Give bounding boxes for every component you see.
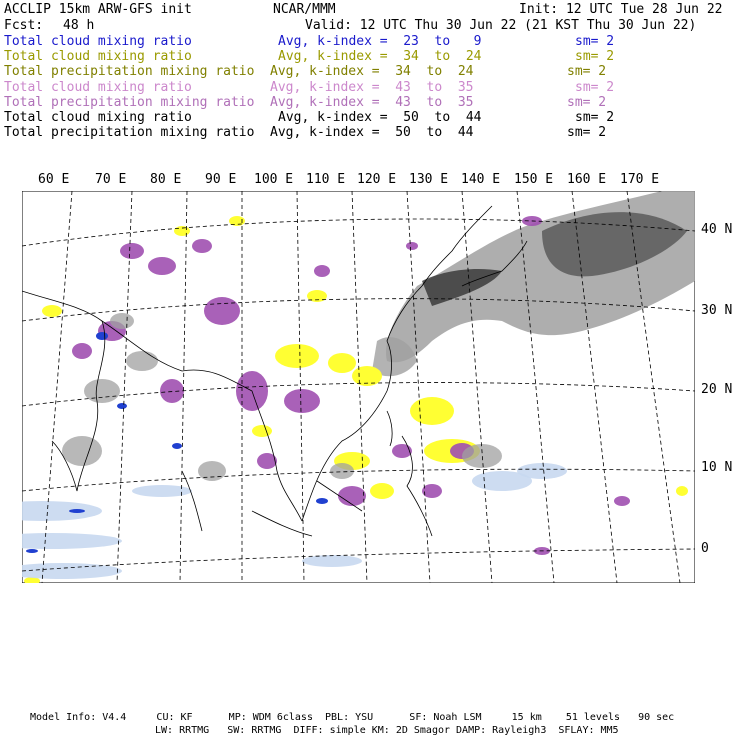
- gray-patch: [198, 461, 226, 481]
- field-name: Total precipitation mixing ratio: [4, 64, 255, 79]
- field-smoothing: sm= 2: [575, 49, 615, 64]
- field-k-index: Avg, k-index = 34 to 24: [278, 49, 482, 64]
- purple-patch: [422, 484, 442, 498]
- blue-streak: [117, 403, 127, 409]
- init-time: Init: 12 UTC Tue 28 Jun 22: [519, 2, 723, 17]
- purple-patch: [406, 242, 418, 250]
- purple-patch: [338, 486, 366, 506]
- gray-patch: [62, 436, 102, 466]
- field-smoothing: sm= 2: [575, 110, 615, 125]
- weather-map: [22, 191, 695, 583]
- model-info-line1: Model Info: V4.4 CU: KF MP: WDM 6class PBL: YSU SF: Noah LSM 15 km 51 levels 90 sec: [30, 712, 675, 723]
- field-smoothing: sm= 2: [575, 80, 615, 95]
- field-name: Total cloud mixing ratio: [4, 80, 192, 95]
- purple-patch: [614, 496, 630, 506]
- longitude-label: 60 E: [38, 172, 70, 187]
- yellow-patch: [42, 305, 62, 317]
- longitude-label: 150 E: [514, 172, 554, 187]
- longitude-label: 130 E: [409, 172, 449, 187]
- purple-patch: [392, 444, 412, 458]
- field-smoothing: sm= 2: [567, 95, 607, 110]
- forecast-hours: 48 h: [63, 18, 95, 33]
- purple-patch: [72, 343, 92, 359]
- latitude-label: 40 N: [701, 222, 733, 237]
- gray-patch: [126, 351, 158, 371]
- longitude-label: 120 E: [357, 172, 397, 187]
- yellow-patch: [174, 226, 190, 236]
- field-k-index: Avg, k-index = 43 to 35: [270, 95, 474, 110]
- forecast-label: Fcst:: [4, 18, 44, 33]
- longitude-label: 160 E: [567, 172, 607, 187]
- longitude-label: 70 E: [95, 172, 127, 187]
- field-k-index: Avg, k-index = 50 to 44: [270, 125, 474, 140]
- purple-patch: [314, 265, 330, 277]
- field-name: Total cloud mixing ratio: [4, 49, 192, 64]
- yellow-patch: [370, 483, 394, 499]
- yellow-patch: [676, 486, 688, 496]
- organization: NCAR/MMM: [273, 2, 336, 17]
- field-smoothing: sm= 2: [575, 34, 615, 49]
- gray-patch: [84, 379, 120, 403]
- light-blue-streak: [517, 463, 567, 479]
- valid-time: Valid: 12 UTC Thu 30 Jun 22 (21 KST Thu 30 Jun 22): [305, 18, 697, 33]
- model-title: ACCLIP 15km ARW-GFS init: [4, 2, 192, 17]
- yellow-patch: [275, 344, 319, 368]
- longitude-label: 140 E: [461, 172, 501, 187]
- field-name: Total precipitation mixing ratio: [4, 125, 255, 140]
- gray-patch: [330, 463, 354, 479]
- light-blue-streak: [132, 485, 192, 497]
- yellow-patch: [252, 425, 272, 437]
- latitude-label: 0: [701, 541, 709, 556]
- blue-streak: [316, 498, 328, 504]
- latitude-label: 30 N: [701, 303, 733, 318]
- purple-patch: [284, 389, 320, 413]
- model-info-line2: LW: RRTMG SW: RRTMG DIFF: simple KM: 2D Smagor DAMP: Rayleigh3 SFLAY: MM5: [155, 725, 619, 736]
- field-k-index: Avg, k-index = 23 to 9: [278, 34, 482, 49]
- yellow-patch: [328, 353, 356, 373]
- purple-patch: [160, 379, 184, 403]
- longitude-label: 170 E: [620, 172, 660, 187]
- purple-patch: [120, 243, 144, 259]
- field-smoothing: sm= 2: [567, 125, 607, 140]
- field-k-index: Avg, k-index = 50 to 44: [278, 110, 482, 125]
- longitude-label: 80 E: [150, 172, 182, 187]
- longitude-label: 110 E: [306, 172, 346, 187]
- latitude-label: 10 N: [701, 460, 733, 475]
- blue-streak: [26, 549, 38, 553]
- yellow-patch: [410, 397, 454, 425]
- blue-streak: [172, 443, 182, 449]
- blue-streak: [96, 332, 108, 340]
- field-name: Total cloud mixing ratio: [4, 110, 192, 125]
- longitude-label: 100 E: [254, 172, 294, 187]
- purple-patch: [192, 239, 212, 253]
- field-k-index: Avg, k-index = 34 to 24: [270, 64, 474, 79]
- blue-streak: [69, 509, 85, 513]
- latitude-label: 20 N: [701, 382, 733, 397]
- field-k-index: Avg, k-index = 43 to 35: [270, 80, 474, 95]
- longitude-label: 90 E: [205, 172, 237, 187]
- field-name: Total precipitation mixing ratio: [4, 95, 255, 110]
- light-blue-streak: [302, 555, 362, 567]
- gray-patch: [110, 313, 134, 329]
- purple-patch: [148, 257, 176, 275]
- field-name: Total cloud mixing ratio: [4, 34, 192, 49]
- field-smoothing: sm= 2: [567, 64, 607, 79]
- purple-patch: [204, 297, 240, 325]
